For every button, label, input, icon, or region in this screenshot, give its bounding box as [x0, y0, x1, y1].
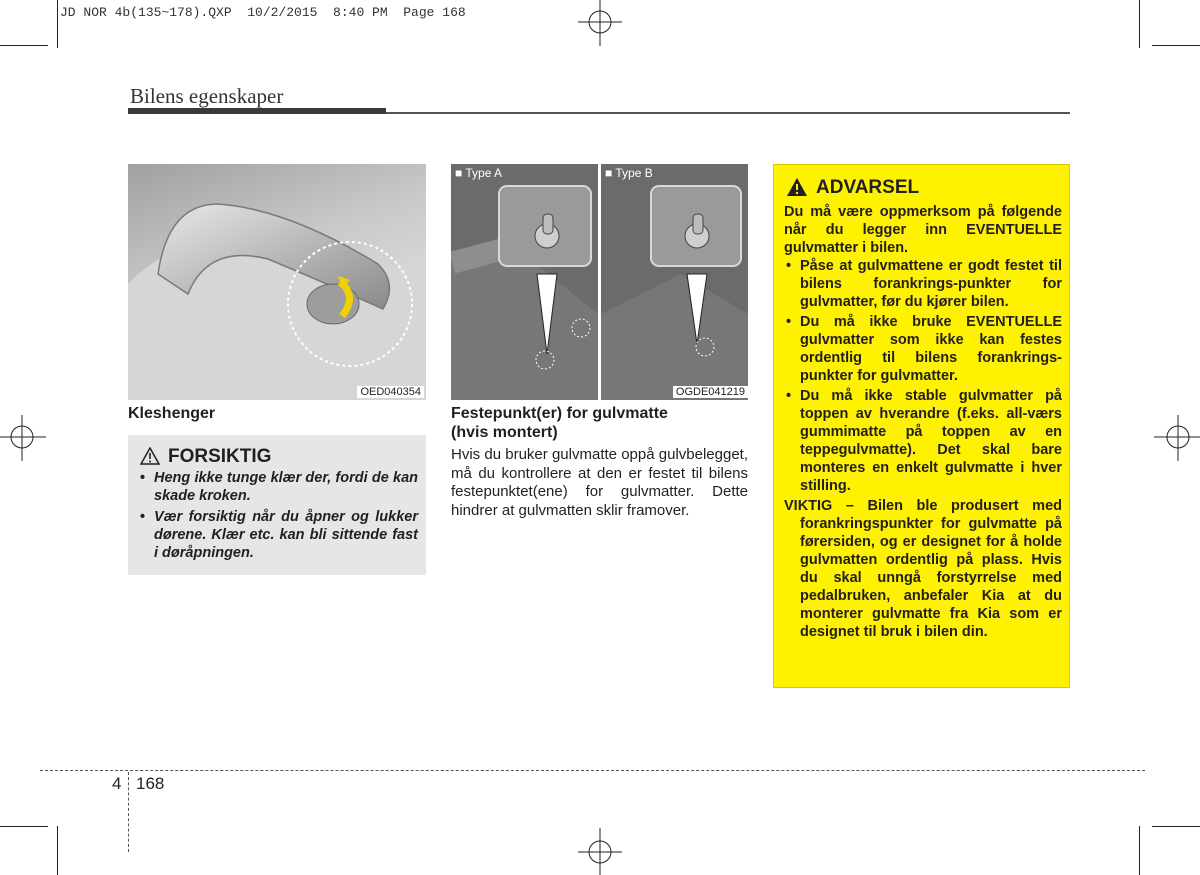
caution-box: [128, 435, 426, 575]
floor-mat-anchor-illustration: [451, 164, 748, 400]
warning-item: • Du må ikke bruke EVENTUELLE gulvmatter som ikke kan festes ordentlig til bilens forankrings-punkter for gulvmatter.: [784, 313, 1062, 385]
caution-triangle-icon: [140, 447, 160, 465]
registration-mark-left: [0, 415, 46, 465]
warning-triangle-icon: [786, 177, 808, 197]
type-b-drawing: [601, 164, 748, 400]
floor-mat-heading-line1: Festepunkt(er) for gulvmatte: [451, 405, 668, 422]
type-b-panel: [601, 164, 748, 400]
floor-mat-body: Hvis du bruker gulvmatte oppå gulvbelegget, må du kontrollere at den er festet til bilens festepunktet(ene) for gulvmatter. Dette hindrer at gulvmatten sklir framover.: [451, 446, 748, 519]
header-rule-thick: [128, 108, 386, 114]
footer-rule: [40, 770, 1145, 771]
warning-important: VIKTIG – Bilen ble produsert med forankringspunkter for gulvmatte på førersiden, og er designet for å holde gulvmatten ordentlig på plass. Hvis du skal unngå forstyrrelse med pedalbruken, anbefaler Kia at du monterer gulvmatte fra Kia som er designet til bruk i bilen din.: [784, 498, 1062, 640]
chapter-number: 4: [112, 774, 122, 793]
type-a-label: ■ Type A: [455, 166, 503, 180]
warning-body: [784, 203, 1062, 641]
warning-title: ADVARSEL: [816, 177, 920, 198]
floor-mat-heading: [451, 404, 748, 442]
coat-hook-illustration: [128, 164, 426, 400]
caution-item: • Heng ikke tunge klær der, fordi de kan skade kroken.: [140, 469, 418, 505]
type-a-drawing: [451, 164, 598, 400]
header-rule-thin: [386, 112, 1070, 114]
figure-code: OGDE041219: [673, 386, 748, 398]
warning-box: [773, 164, 1070, 688]
registration-mark-right: [1154, 415, 1200, 465]
warning-intro: Du må være oppmerksom på følgende når du legger inn EVENTUELLE gulvmatter i bilen.: [784, 204, 1062, 256]
caution-item: • Vær forsiktig når du åpner og lukker dørene. Klær etc. kan bli sittende fast i døråpningen.: [140, 508, 418, 562]
figure-code: OED040354: [357, 386, 424, 398]
registration-mark-top: [570, 0, 630, 50]
page-number: 168: [136, 774, 165, 793]
warning-item: • Du må ikke stable gulvmatter på toppen av hverandre (f.eks. all-værs gummimatte på toppen av en teppegulvmatte). Det skal bare monteres en enkelt gulvmatte i hver stilling.: [784, 387, 1062, 495]
warning-item: • Påse at gulvmattene er godt festet til bilens forankrings-punkter for gulvmatter, før du kjører bilen.: [784, 257, 1062, 311]
type-a-panel: [451, 164, 598, 400]
floor-mat-heading-line2: (hvis montert): [451, 424, 558, 441]
caution-title: FORSIKTIG: [168, 446, 272, 467]
coat-hook-drawing: [128, 164, 426, 400]
print-slug: JD NOR 4b(135~178).QXP 10/2/2015 8:40 PM Page 168: [60, 5, 466, 20]
coat-hook-heading: Kleshenger: [128, 405, 216, 422]
warning-list: [784, 257, 1062, 495]
type-b-label: ■ Type B: [605, 166, 653, 180]
caution-list: [140, 469, 418, 565]
section-title: Bilens egenskaper: [130, 84, 284, 108]
footer-divider: [128, 772, 129, 852]
registration-mark-bottom: [570, 828, 630, 875]
